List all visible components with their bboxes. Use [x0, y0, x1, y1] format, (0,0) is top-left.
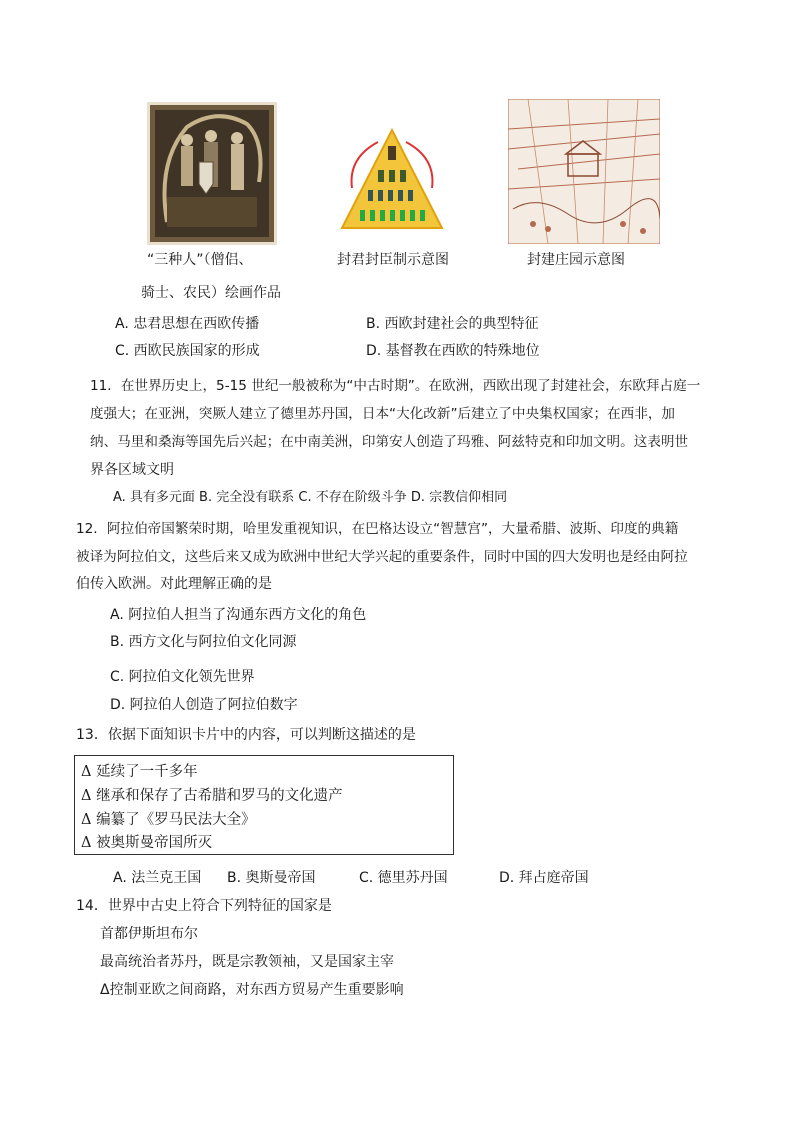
three-estates-painting [147, 102, 277, 245]
q13-option-b: B. 奥斯曼帝国 [227, 870, 316, 886]
knowledge-card-line: Δ 继承和保存了古希腊和罗马的文化遗产 [81, 788, 343, 804]
q14-feature-line1: 首都伊斯坦布尔 [100, 926, 198, 942]
q12-option-d: D. 阿拉伯人创造了阿拉伯数字 [110, 697, 298, 713]
pyramid-illustration [338, 128, 446, 231]
q12-option-c: C. 阿拉伯文化领先世界 [110, 669, 255, 685]
feudal-pyramid-diagram [338, 128, 446, 231]
knowledge-card-line: Δ 被奥斯曼帝国所灭 [81, 835, 213, 851]
left-figure-caption-line2: 骑士、农民）绘画作品 [141, 285, 281, 301]
knowledge-card-line: Δ 编纂了《罗马民法大全》 [81, 812, 256, 828]
q13-option-c: C. 德里苏丹国 [359, 870, 448, 886]
left-figure-caption-line1: “三种人”（僧侣、 [147, 252, 253, 268]
manor-illustration [508, 99, 660, 244]
middle-figure-caption: 封君封臣制示意图 [337, 252, 449, 268]
q10-option-b: B. 西欧封建社会的典型特征 [366, 316, 539, 332]
q12-stem-line2: 被译为阿拉伯文，这些后来又成为欧洲中世纪大学兴起的重要条件，同时中国的四大发明也是经由阿拉 [76, 549, 688, 565]
q14-stem: 14．世界中古史上符合下列特征的国家是 [76, 898, 332, 914]
q11-stem-line2: 度强大；在亚洲，突厥人建立了德里苏丹国，日本“大化改新”后建立了中央集权国家；在西非，加 [90, 406, 676, 422]
knowledge-card-line: Δ 延续了一千多年 [81, 764, 198, 780]
q13-option-a: A. 法兰克王国 [113, 870, 202, 886]
q12-option-a: A. 阿拉伯人担当了沟通东西方文化的角色 [110, 607, 367, 623]
q13-option-d: D. 拜占庭帝国 [499, 870, 589, 886]
q12-option-b: B. 西方文化与阿拉伯文化同源 [110, 634, 297, 650]
q13-stem: 13．依据下面知识卡片中的内容，可以判断这描述的是 [76, 727, 416, 743]
q12-stem-line1: 12．阿拉伯帝国繁荣时期，哈里发重视知识，在巴格达设立“智慧宫”，大量希腊、波斯、印度的典籍 [76, 521, 679, 537]
knowledge-card [74, 755, 454, 855]
q12-stem-line3: 伯传入欧洲。对此理解正确的是 [76, 576, 272, 592]
manor-sketch [508, 99, 660, 244]
q11-stem-line4: 界各区域文明 [90, 462, 174, 478]
q14-feature-line2: 最高统治者苏丹，既是宗教领袖，又是国家主宰 [100, 954, 394, 970]
right-figure-caption: 封建庄园示意图 [527, 252, 625, 268]
q11-stem-line3: 纳、马里和桑海等国先后兴起；在中南美洲，印第安人创造了玛雅、阿兹特克和印加文明。这表明世 [90, 434, 689, 450]
q14-feature-line3: Δ控制亚欧之间商路，对东西方贸易产生重要影响 [100, 982, 404, 998]
q10-option-a: A. 忠君思想在西欧传播 [115, 316, 260, 332]
q10-option-d: D. 基督教在西欧的特殊地位 [366, 343, 540, 359]
q10-option-c: C. 西欧民族国家的形成 [115, 343, 260, 359]
q11-stem-line1: 11．在世界历史上，5-15 世纪一般被称为“中古时期”。在欧洲，西欧出现了封建社会，东欧拜占庭一 [90, 378, 701, 394]
q11-options: A. 具有多元面 B. 完全没有联系 C. 不存在阶级斗争 D. 宗教信仰相同 [113, 490, 508, 505]
painting-illustration [147, 102, 277, 245]
